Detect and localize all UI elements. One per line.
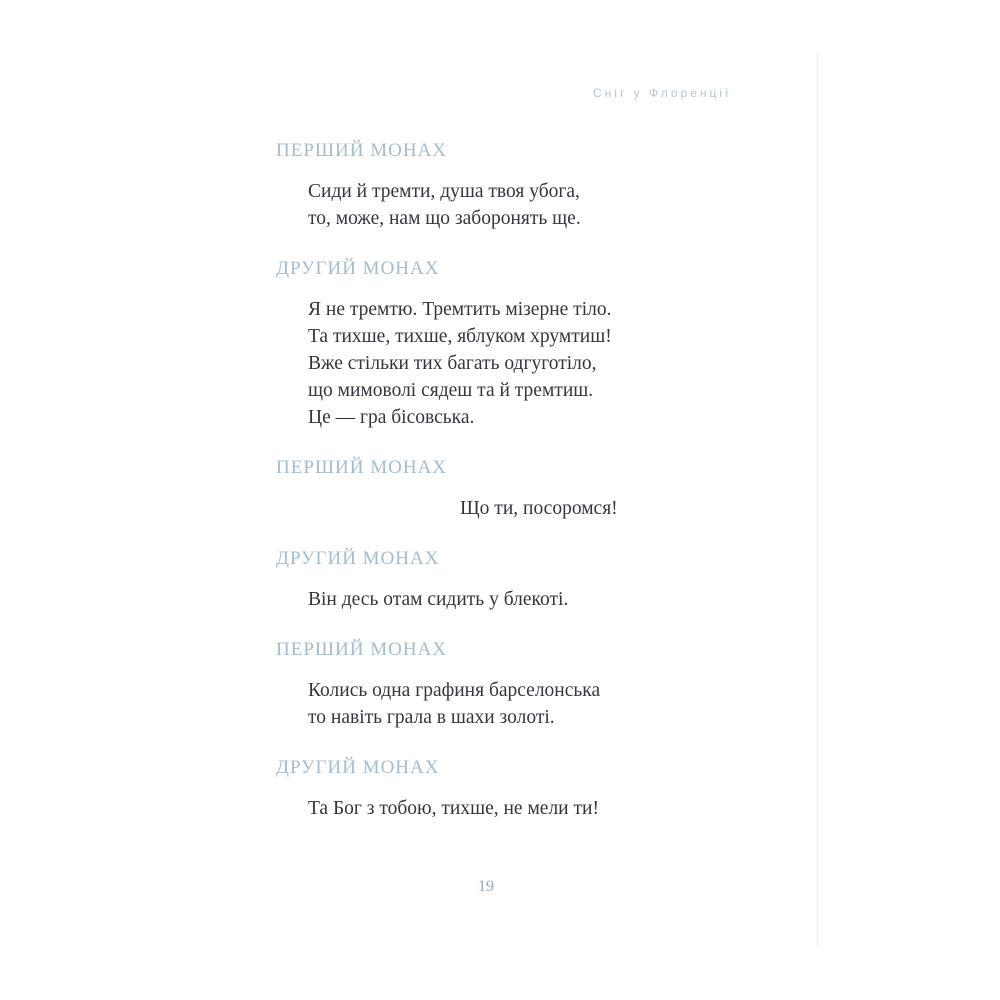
speech-line: Він десь отам сидить у блекоті. (308, 589, 569, 610)
dialogue-block (276, 548, 836, 613)
dialogue-block (276, 140, 836, 232)
speech-line: Вже стільки тих багать одгуготіло, (308, 353, 597, 374)
speech-lines (276, 296, 836, 431)
speech-line: Та тихше, тихше, яблуком хрумтиш! (308, 326, 612, 347)
speaker-name: ПЕРШИЙ МОНАХ (276, 140, 448, 161)
speech-lines (276, 677, 836, 731)
speech-lines (276, 795, 836, 822)
speech-line: Та Бог з тобою, тихше, не мели ти! (308, 798, 599, 819)
speech-lines (276, 178, 836, 232)
speaker-name: ПЕРШИЙ МОНАХ (276, 639, 448, 660)
running-title: Сніг у Флоренції (593, 86, 732, 100)
speech-line: Це — гра бісовська. (308, 407, 475, 428)
speaker-name: ПЕРШИЙ МОНАХ (276, 457, 448, 478)
speech-line: Колись одна графиня барселонська (308, 680, 601, 701)
page-number: 19 (478, 878, 494, 895)
speech-lines (276, 586, 836, 613)
speech-line: то навіть грала в шахи золоті. (308, 707, 555, 728)
dialogue-block (276, 639, 836, 731)
speech-line: Сиди й тремти, душа твоя убога, (308, 181, 580, 202)
dialogue-block (276, 457, 836, 522)
dialogue-block (276, 757, 836, 822)
speaker-name: ДРУГИЙ МОНАХ (276, 757, 440, 778)
speech-line: що мимоволі сядеш та й тремтиш. (308, 380, 594, 401)
speaker-name: ДРУГИЙ МОНАХ (276, 258, 440, 279)
dialogue-block (276, 258, 836, 431)
dialogue-area (276, 140, 836, 848)
speaker-name: ДРУГИЙ МОНАХ (276, 548, 440, 569)
speech-line: то, може, нам що заборонять ще. (308, 208, 581, 229)
speech-line: Я не тремтю. Тремтить мізерне тіло. (308, 299, 612, 320)
speech-line: Що ти, посоромся! (460, 498, 618, 519)
speech-lines (276, 495, 836, 522)
